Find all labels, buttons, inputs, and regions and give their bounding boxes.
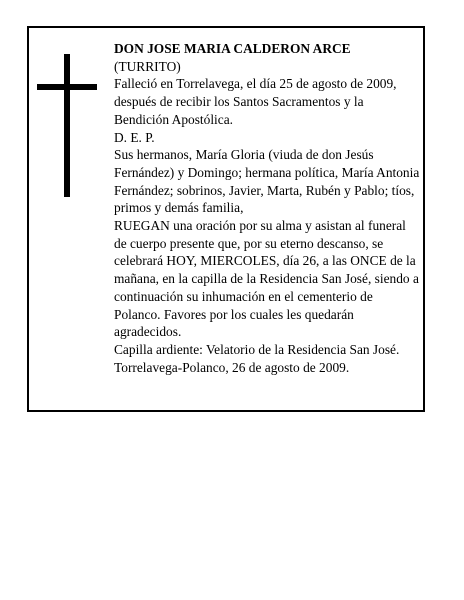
funeral-request: RUEGAN una oración por su alma y asistan al funeral de cuerpo presente que, por su eterno descanso, se celebrará HOY, MIERCOLES, día 26, a las ONCE de la mañana, en la capilla de la Residencia San José, siendo a continuación su inhumación en el cementerio de Polanco. Favores por los cuales les quedarán agradecidos. — [114, 218, 419, 340]
cross-vertical-bar — [64, 54, 70, 197]
deceased-name: DON JOSE MARIA CALDERON ARCE — [114, 41, 351, 56]
obituary-text — [114, 40, 420, 376]
deceased-nickname: (TURRITO) — [114, 58, 181, 74]
cross-horizontal-bar — [37, 84, 97, 90]
rest-in-peace: D. E. P. — [114, 129, 155, 145]
place-and-date: Torrelavega-Polanco, 26 de agosto de 2009. — [114, 359, 350, 375]
death-statement: Falleció en Torrelavega, el día 25 de agosto de 2009, después de recibir los Santos Sacramentos y la Bendición Apostólica. — [114, 76, 397, 127]
family-list: Sus hermanos, María Gloria (viuda de don Jesús Fernández) y Domingo; hermana política, María Antonia Fernández; sobrinos, Javier, Marta, Rubén y Pablo; tíos, primos y demás familia, — [114, 147, 420, 216]
chapel-info: Capilla ardiente: Velatorio de la Residencia San José. — [114, 341, 400, 357]
